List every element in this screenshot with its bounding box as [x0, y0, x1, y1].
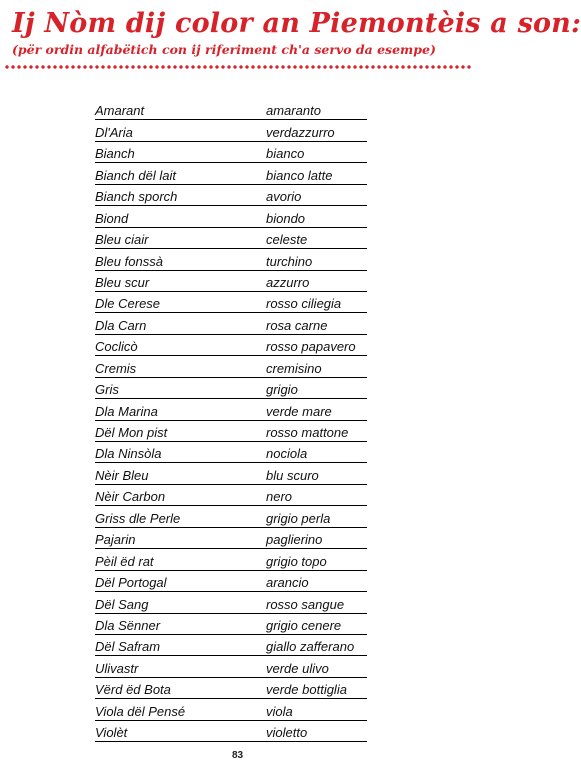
table-row [95, 614, 367, 635]
italian-color-name: verde mare [266, 403, 332, 419]
piemonteis-color-name: Dla Marina [95, 403, 158, 419]
table-row [95, 485, 367, 506]
table-row [95, 678, 367, 699]
piemonteis-color-name: Cremis [95, 360, 137, 376]
piemonteis-color-name: Pèil ëd rat [95, 553, 154, 569]
table-row [95, 292, 367, 313]
italian-color-name: nociola [266, 446, 308, 462]
piemonteis-color-name: Bleu ciair [95, 232, 149, 248]
piemonteis-color-name: Dla Sënner [95, 617, 161, 633]
italian-color-name: bianco [266, 146, 305, 162]
piemonteis-color-name: Nèir Bleu [95, 467, 149, 483]
italian-color-name: bianco latte [266, 167, 333, 183]
italian-color-name: grigio [266, 382, 298, 398]
italian-color-name: verde ulivo [266, 660, 329, 676]
table-row [95, 421, 367, 442]
piemonteis-color-name: Coclicò [95, 339, 138, 355]
table-row [95, 656, 367, 677]
page-number: 83 [231, 750, 244, 761]
italian-color-name: celeste [266, 232, 308, 248]
table-row [95, 699, 367, 720]
italian-color-name: verde bottiglia [266, 682, 347, 698]
piemonteis-color-name: Vërd ëd Bota [95, 682, 171, 698]
piemonteis-color-name: Dla Carn [95, 317, 147, 333]
table-row [95, 378, 367, 399]
table-row [95, 120, 367, 141]
italian-color-name: rosso sangue [266, 596, 345, 612]
piemonteis-color-name: Dël Portogal [95, 575, 167, 591]
table-row [95, 228, 367, 249]
italian-color-name: viola [266, 703, 293, 719]
italian-color-name: arancio [266, 575, 309, 591]
table-row [95, 721, 367, 742]
table-row [95, 442, 367, 463]
italian-color-name: grigio cenere [266, 617, 342, 633]
color-names-table [95, 99, 367, 742]
italian-color-name: nero [266, 489, 293, 505]
table-row [95, 335, 367, 356]
piemonteis-color-name: Gris [95, 382, 119, 398]
italian-color-name: rosso mattone [266, 425, 349, 440]
piemonteis-color-name: Nèir Carbon [95, 489, 166, 505]
piemonteis-color-name: Pajarin [95, 532, 136, 548]
piemonteis-color-name: Violèt [95, 725, 128, 741]
piemonteis-color-name: Bleu scur [95, 274, 150, 290]
page-subtitle: (për ordin alfabëtich con ij riferiment ch'a servo da esempe) [12, 42, 436, 57]
table-row [95, 356, 367, 377]
italian-color-name: verdazzurro [266, 124, 335, 140]
page-title: Ij Nòm dij color an Piemontèis a son: [12, 8, 581, 39]
italian-color-name: azzurro [266, 274, 310, 290]
piemonteis-color-name: Dël Safram [95, 639, 161, 655]
piemonteis-color-name: Griss dle Perle [95, 510, 181, 526]
table-row [95, 399, 367, 420]
table-row [95, 592, 367, 613]
table-row [95, 463, 367, 484]
italian-color-name: avorio [266, 189, 302, 205]
italian-color-name: biondo [266, 210, 306, 226]
italian-color-name: grigio topo [266, 553, 327, 569]
piemonteis-color-name: Dël Sang [95, 596, 149, 612]
table-row [95, 185, 367, 206]
italian-color-name: rosso papavero [266, 339, 356, 355]
piemonteis-color-name: Dl'Aria [95, 124, 133, 140]
italian-color-name: violetto [266, 725, 308, 741]
table-row [95, 635, 367, 656]
italian-color-name: giallo zafferano [266, 639, 355, 655]
piemonteis-color-name: Bianch dël lait [95, 167, 176, 183]
table-row [95, 549, 367, 570]
piemonteis-color-name: Viola dël Pensé [95, 703, 186, 719]
italian-color-name: paglierino [266, 532, 323, 548]
table-row [95, 271, 367, 292]
table-row [95, 571, 367, 592]
italian-color-name: rosso ciliegia [266, 296, 342, 312]
piemonteis-color-name: Amarant [95, 103, 145, 119]
piemonteis-color-name: Dle Cerese [95, 296, 161, 312]
table-row [95, 506, 367, 527]
dotted-divider [4, 65, 471, 69]
italian-color-name: blu scuro [266, 467, 319, 483]
table-row [95, 206, 367, 227]
piemonteis-color-name: Biond [95, 210, 129, 226]
table-row [95, 528, 367, 549]
table-row [95, 163, 367, 184]
table-row [95, 313, 367, 334]
italian-color-name: grigio perla [266, 510, 331, 526]
italian-color-name: rosa carne [266, 317, 328, 333]
italian-color-name: amaranto [266, 103, 321, 119]
piemonteis-color-name: Bleu fonssà [95, 253, 163, 269]
piemonteis-color-name: Dël Mon pist [95, 425, 168, 440]
table-row [95, 99, 367, 120]
italian-color-name: turchino [266, 253, 313, 269]
table-row [95, 142, 367, 163]
table-row [95, 249, 367, 270]
piemonteis-color-name: Bianch sporch [95, 189, 178, 205]
piemonteis-color-name: Bianch [95, 146, 135, 162]
piemonteis-color-name: Dla Ninsòla [95, 446, 162, 462]
piemonteis-color-name: Ulivastr [95, 660, 139, 676]
italian-color-name: cremisino [266, 360, 322, 376]
